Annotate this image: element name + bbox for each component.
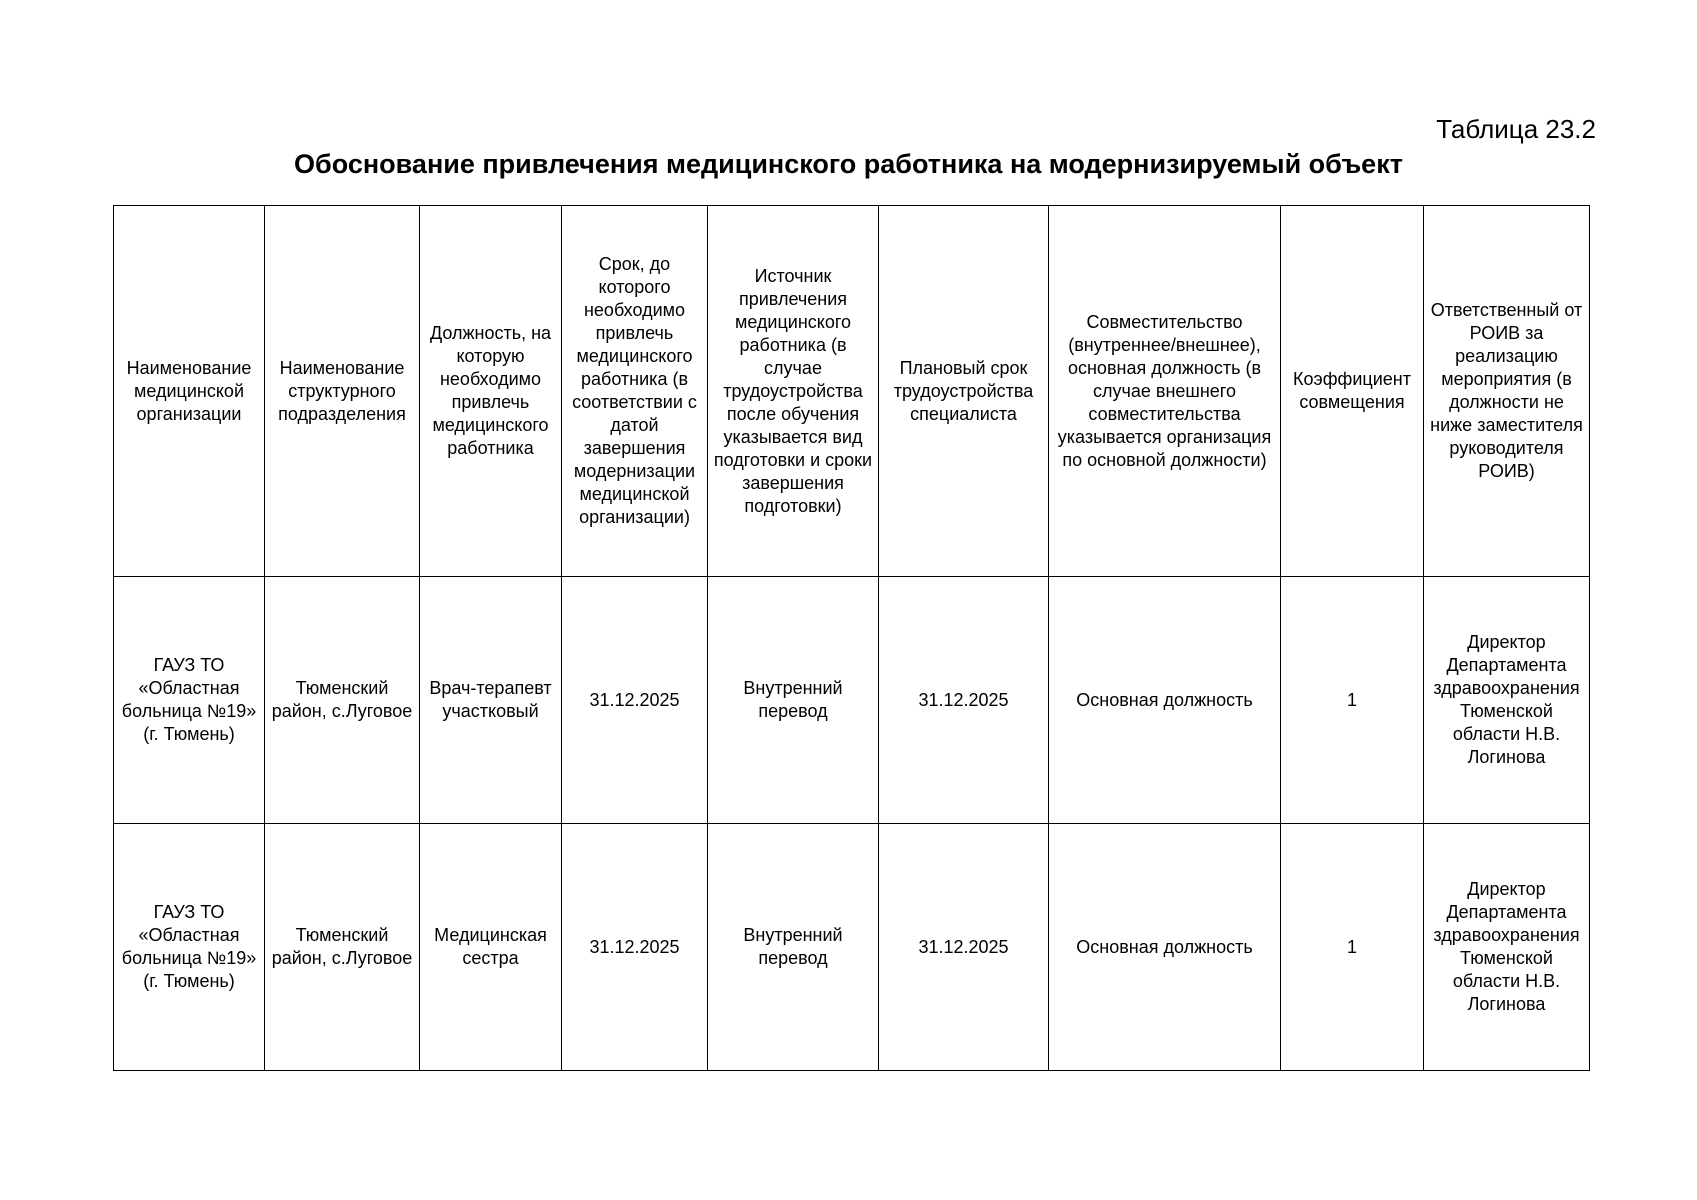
staffing-table bbox=[113, 205, 1590, 1071]
header-responsible-official: Ответственный от РОИВ за реализацию мероприятия (в должности не ниже заместителя руководителя РОИВ) bbox=[1424, 206, 1590, 577]
cell-planned-employment-date: 31.12.2025 bbox=[879, 824, 1049, 1071]
table-header-row bbox=[114, 206, 1590, 577]
header-planned-employment-date: Плановый срок трудоустройства специалиста bbox=[879, 206, 1049, 577]
cell-part-time-status: Основная должность bbox=[1049, 824, 1281, 1071]
header-deadline: Срок, до которого необходимо привлечь медицинского работника (в соответствии с датой завершения модернизации медицинской организации) bbox=[562, 206, 708, 577]
cell-organization-name: ГАУЗ ТО «Областная больница №19» (г. Тюмень) bbox=[114, 577, 265, 824]
cell-part-time-status: Основная должность bbox=[1049, 577, 1281, 824]
table-row bbox=[114, 824, 1590, 1071]
header-combination-coefficient: Коэффициент совмещения bbox=[1281, 206, 1424, 577]
cell-recruitment-source: Внутренний перевод bbox=[708, 824, 879, 1071]
cell-deadline: 31.12.2025 bbox=[562, 824, 708, 1071]
cell-deadline: 31.12.2025 bbox=[562, 577, 708, 824]
table-number: Таблица 23.2 bbox=[1436, 114, 1596, 144]
header-recruitment-source: Источник привлечения медицинского работника (в случае трудоустройства после обучения указывается вид подготовки и сроки завершения подготовки) bbox=[708, 206, 879, 577]
table-row bbox=[114, 577, 1590, 824]
cell-responsible-official: Директор Департамента здравоохранения Тюменской области Н.В. Логинова bbox=[1424, 577, 1590, 824]
cell-position: Медицинская сестра bbox=[420, 824, 562, 1071]
cell-combination-coefficient: 1 bbox=[1281, 824, 1424, 1071]
header-position: Должность, на которую необходимо привлечь медицинского работника bbox=[420, 206, 562, 577]
cell-responsible-official: Директор Департамента здравоохранения Тюменской области Н.В. Логинова bbox=[1424, 824, 1590, 1071]
cell-position: Врач-терапевт участковый bbox=[420, 577, 562, 824]
cell-department-name: Тюменский район, с.Луговое bbox=[265, 824, 420, 1071]
cell-combination-coefficient: 1 bbox=[1281, 577, 1424, 824]
cell-organization-name: ГАУЗ ТО «Областная больница №19» (г. Тюмень) bbox=[114, 824, 265, 1071]
header-part-time-status: Совместительство (внутреннее/внешнее), основная должность (в случае внешнего совместительства указывается организация по основной должности) bbox=[1049, 206, 1281, 577]
cell-planned-employment-date: 31.12.2025 bbox=[879, 577, 1049, 824]
document-title: Обоснование привлечения медицинского работника на модернизируемый объект bbox=[294, 149, 1403, 179]
cell-recruitment-source: Внутренний перевод bbox=[708, 577, 879, 824]
header-organization-name: Наименование медицинской организации bbox=[114, 206, 265, 577]
cell-department-name: Тюменский район, с.Луговое bbox=[265, 577, 420, 824]
header-department-name: Наименование структурного подразделения bbox=[265, 206, 420, 577]
